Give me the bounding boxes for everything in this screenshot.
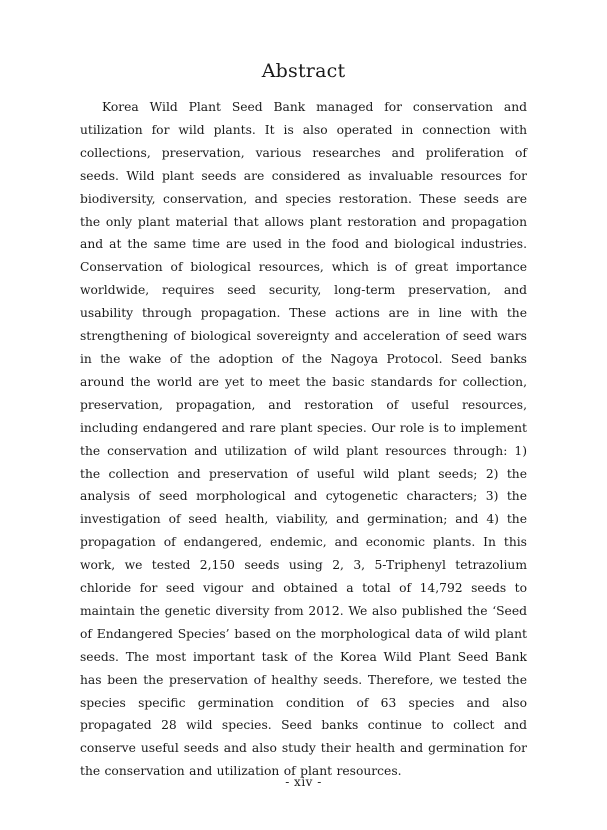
page-number: - xiv -	[285, 775, 322, 789]
abstract-body: Korea Wild Plant Seed Bank managed for conservation and utilization for wild plants. It is also operated in connection with collections, preservation, various researches and proliferation of seeds. Wild plant seeds are considered as invaluable resources for biodiversity, conservation, and species restoration. These seeds are the only plant material that allows plant restoration and propagation and at the same time are used in the food and biological industries. Conservation of biological resources, which is of great importance worldwide, requires seed security, long-term preservation, and usability through propagation. These actions are in line with the strengthening of biological sovereignty and acceleration of seed wars in the wake of the adoption of the Nagoya Protocol. Seed banks around the world are yet to meet the basic standards for collection, preservation, propagation, and restoration of useful resources, including endangered and rare plant species. Our role is to implement the conservation and utilization of wild plant resources through: 1) the collection and preservation of useful wild plant seeds; 2) the analysis of seed morphological and cytogenetic characters; 3) the investigation of seed health, viability, and germination; and 4) the propagation of endangered, endemic, and economic plants. In this work, we tested 2,150 seeds using 2, 3, 5-Triphenyl tetrazolium chloride for seed vigour and obtained a total of 14,792 seeds to maintain the genetic diversity from 2012. We also published the ‘Seed of Endangered Species’ based on the morphological data of wild plant seeds. The most important task of the Korea Wild Plant Seed Bank has been the preservation of healthy seeds. Therefore, we tested the species specific germination condition of 63 species and also propagated 28 wild species. Seed banks continue to collect and conserve useful seeds and also study their health and germination for the conservation and utilization of plant resources.	[80, 100, 527, 779]
page-title: Abstract	[261, 60, 346, 82]
